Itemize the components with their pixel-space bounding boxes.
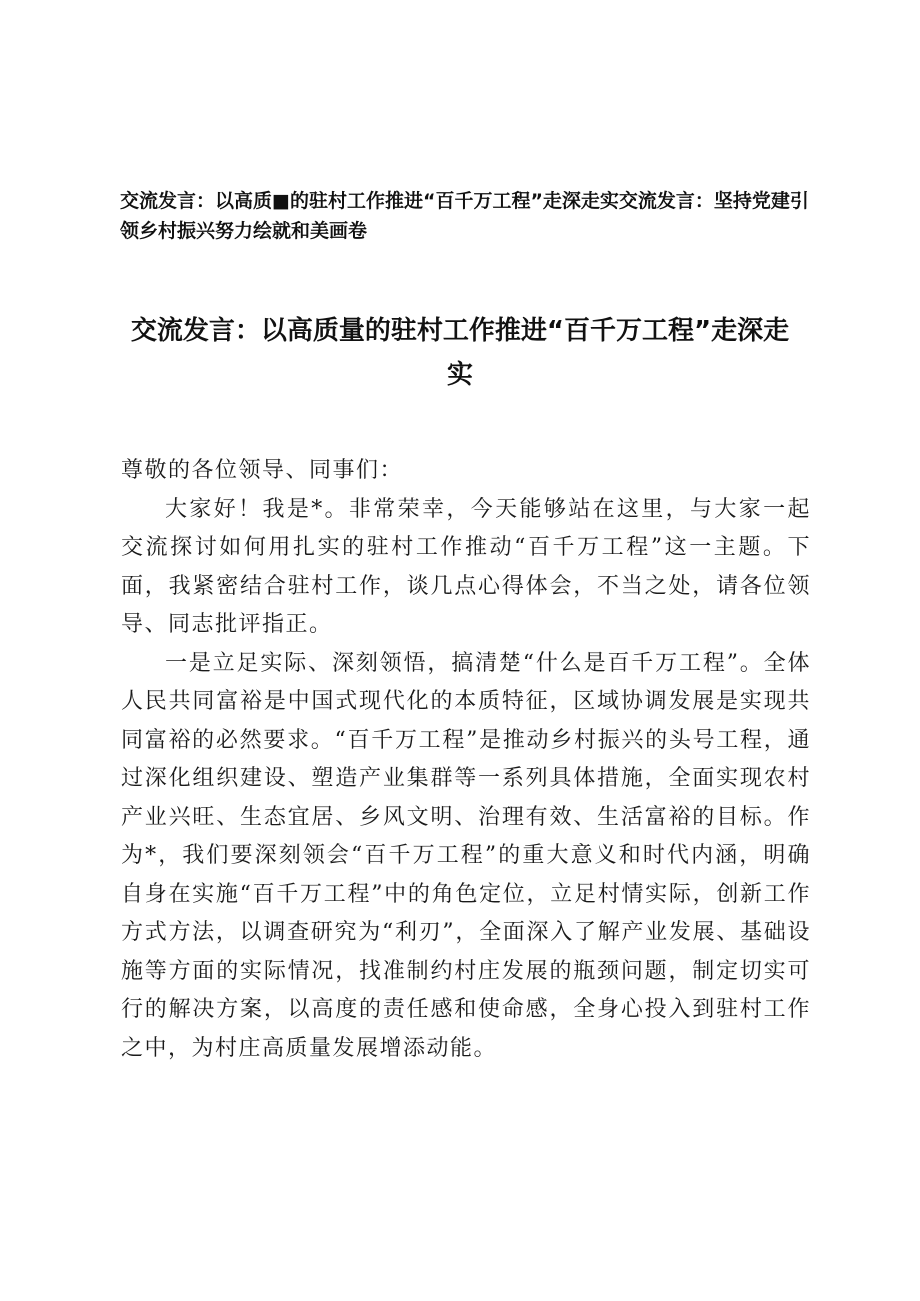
document-main-title: 交流发言：以高质量的驻村工作推进“百千万工程”走深走实 bbox=[130, 316, 790, 390]
salutation: 尊敬的各位领导、同事们： bbox=[121, 458, 404, 483]
paragraph-point-one: 一是立足实际、深刻领悟，搞清楚“什么是百千万工程”。全体人民共同富裕是中国式现代化的本质特征，区域协调发展是实现共同富裕的必然要求。“百千万工程”是推动乡村振兴的头号工程，通过深化组织建设、塑造产业集群等一系列具体措施，全面实现农村产业兴旺、生态宜居、乡风文明、治理有效、生活富裕的目标。作为*，我们要深刻领会“百千万工程”的重大意义和时代内涵，明确自身在实施“百千万工程”中的角色定位，立足村情实际，创新工作方式方法，以调查研究为“利刃”，全面深入了解产业发展、基础设施等方面的实际情况，找准制约村庄发展的瓶颈问题，制定切实可行的解决方案，以高度的责任感和使命感，全身心投入到驻村工作之中，为村庄高质量发展增添动能。 bbox=[121, 650, 811, 1061]
document-header-title: 交流发言：以高质■的驻村工作推进“百千万工程”走深走实交流发言：坚持党建引领乡村振兴努力绘就和美画卷 bbox=[120, 190, 809, 242]
document-body bbox=[121, 452, 811, 1068]
paragraph-greeting: 大家好！我是*。非常荣幸，今天能够站在这里，与大家一起交流探讨如何用扎实的驻村工作推动“百千万工程”这一主题。下面，我紧密结合驻村工作，谈几点心得体会，不当之处，请各位领导、同志批评指正。 bbox=[121, 496, 811, 637]
